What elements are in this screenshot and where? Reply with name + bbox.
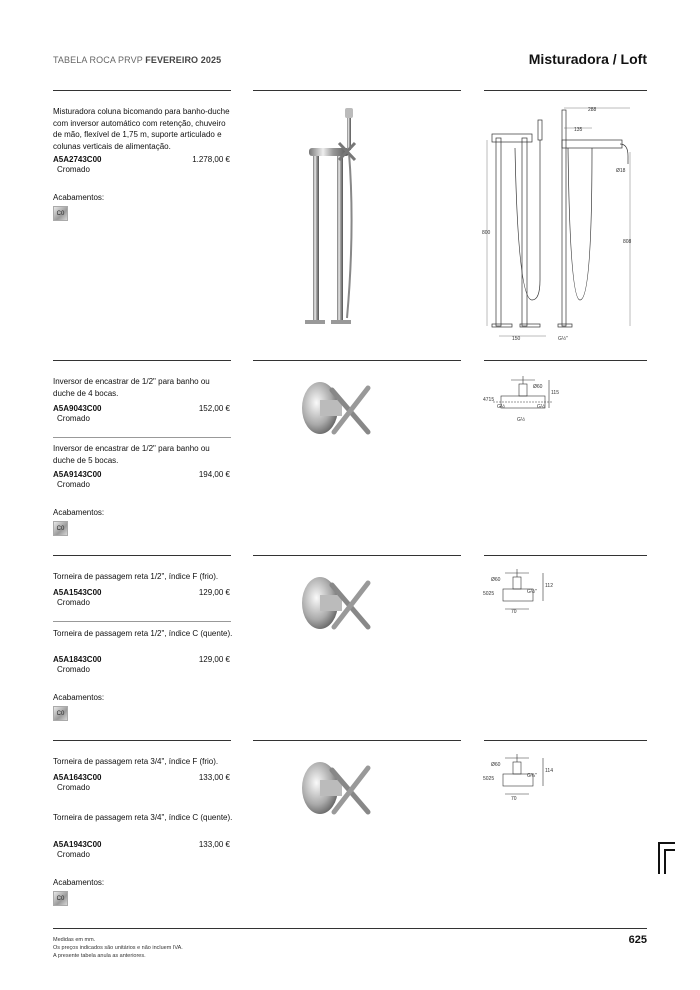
dim-diameter: Ø60 (491, 762, 501, 768)
product-description: Torneira de passagem reta 3/4", índice F (frio). (53, 757, 219, 766)
catalog-header (53, 55, 221, 65)
finishes-label: Acabamentos: (53, 508, 105, 517)
valve-three-quarter-inch-photo (298, 758, 374, 820)
product-price: 1.278,00 € (192, 155, 230, 164)
item-divider (53, 621, 231, 622)
page-number: 625 (628, 934, 647, 946)
product-code: A5A1943C00 (53, 840, 102, 849)
valve-three-quarter-inch-technical-drawing (483, 754, 563, 804)
section-divider (484, 360, 647, 361)
footer-divider (53, 928, 647, 929)
product-code: A5A1843C00 (53, 655, 102, 664)
footer-note-prices: Os preços indicados são unitários e não incluem IVA. (53, 945, 183, 951)
diverter-technical-drawing (483, 372, 573, 427)
product-code: A5A1543C00 (53, 588, 102, 597)
finish-swatch-chrome: C0 (53, 891, 68, 906)
section-title: Misturadora / Loft (528, 51, 647, 67)
footer-note-validity: A presente tabela anula as anteriores. (53, 953, 146, 959)
dim-depth: 114 (545, 768, 553, 774)
product-price: 194,00 € (198, 470, 230, 479)
footer-note-units: Medidas em mm. (53, 937, 96, 943)
catalog-prefix: TABELA ROCA PRVP (53, 55, 146, 65)
valve-half-inch-photo (298, 573, 374, 635)
product-finish: Cromado (57, 414, 90, 423)
dim-length: 70 (511, 796, 517, 802)
product-finish: Cromado (57, 165, 90, 174)
section-divider (253, 740, 461, 741)
dim-diameter: Ø60 (533, 384, 543, 390)
product-description: Inversor de encastrar de 1/2" para banho ou duche de 5 bocas. (53, 444, 210, 465)
product-description: Misturadora coluna bicomando para banho-duche com inversor automático com retenção, chuveiro de mão, flexível de 1,75 m, suporte articulado e colunas verticais de alimentação. (53, 107, 230, 151)
diverter-photo (298, 378, 374, 440)
product-code: A5A9043C00 (53, 404, 102, 413)
section-divider (253, 555, 461, 556)
dim-thread-bottom: G½ (517, 417, 526, 423)
dim-base: 150 (512, 336, 521, 342)
finish-swatch-chrome: C0 (53, 206, 68, 221)
product-description: Torneira de passagem reta 1/2", índice F (frio). (53, 572, 219, 581)
product-code: A5A1643C00 (53, 773, 102, 782)
dim-thread: G½" (527, 589, 537, 595)
catalog-date: FEVEREIRO 2025 (145, 55, 222, 65)
dim-code: 5025 (483, 591, 495, 597)
product-price: 129,00 € (198, 588, 230, 597)
product-finish: Cromado (57, 598, 90, 607)
floor-mixer-technical-drawing (480, 100, 645, 345)
product-finish: Cromado (57, 850, 90, 859)
section-divider (253, 90, 461, 91)
finish-swatch-chrome: C0 (53, 706, 68, 721)
dim-thread-left: G½ (497, 404, 506, 410)
product-price: 152,00 € (198, 404, 230, 413)
dim-width: 288 (588, 107, 597, 113)
product-finish: Cromado (57, 783, 90, 792)
section-divider (53, 740, 231, 741)
dim-height-right: 808 (623, 239, 632, 245)
dim-offset: 135 (574, 127, 583, 133)
section-divider (484, 740, 647, 741)
product-description: Torneira de passagem reta 3/4", índice C (quente). (53, 813, 233, 822)
dim-code: 5025 (483, 776, 495, 782)
dim-diameter: Ø60 (491, 577, 501, 583)
product-price: 133,00 € (198, 773, 230, 782)
product-finish: Cromado (57, 665, 90, 674)
product-code: A5A2743C00 (53, 155, 102, 164)
section-divider (53, 555, 231, 556)
item-divider (53, 437, 231, 438)
product-price: 129,00 € (198, 655, 230, 664)
section-divider (253, 360, 461, 361)
dim-thread: G¾" (527, 773, 537, 779)
valve-half-inch-technical-drawing (483, 567, 563, 617)
footer-notes (53, 936, 183, 960)
section-divider (484, 555, 647, 556)
dim-length: 70 (511, 609, 517, 615)
dim-thread-right: G½ (537, 404, 546, 410)
dim-spout: Ø18 (616, 168, 626, 174)
dim-depth: 115 (551, 390, 559, 396)
finishes-label: Acabamentos: (53, 193, 105, 202)
product-finish: Cromado (57, 480, 90, 489)
dim-thread: G½" (558, 336, 568, 342)
finishes-label: Acabamentos: (53, 878, 105, 887)
section-divider (484, 90, 647, 91)
dim-code: 4715 (483, 397, 495, 403)
floor-mixer-photo (295, 108, 375, 333)
section-tab-marker-icon (656, 840, 678, 876)
section-divider (53, 90, 231, 91)
product-description: Torneira de passagem reta 1/2", índice C (quente). (53, 629, 233, 638)
product-description: Inversor de encastrar de 1/2" para banho ou duche de 4 bocas. (53, 377, 210, 398)
finishes-label: Acabamentos: (53, 693, 105, 702)
section-divider (53, 360, 231, 361)
finish-swatch-chrome: C0 (53, 521, 68, 536)
product-price: 133,00 € (198, 840, 230, 849)
dim-depth: 112 (545, 583, 553, 589)
product-code: A5A9143C00 (53, 470, 102, 479)
dim-height-left: 800 (482, 230, 491, 236)
